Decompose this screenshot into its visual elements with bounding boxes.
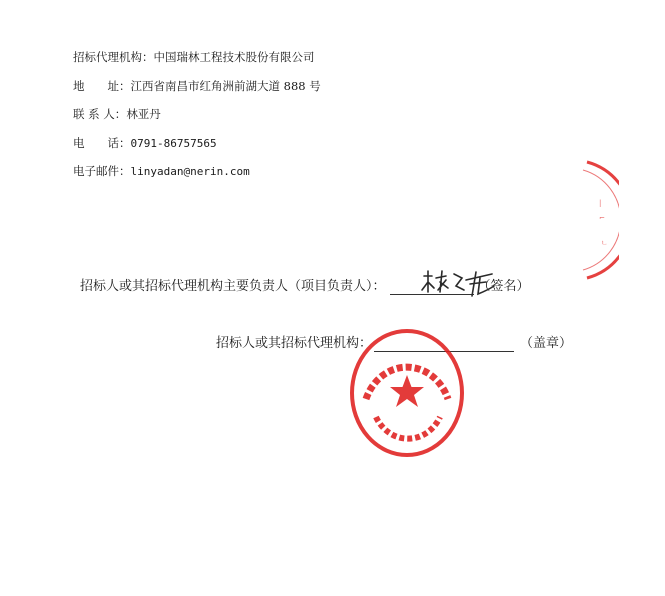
agency-value: 中国瑞林工程技术股份有限公司 [153,50,315,64]
email-label: 电子邮件： [73,164,131,178]
email-value: linyadan@nerin.com [130,165,250,178]
phone-value: 0791-86757565 [130,137,217,150]
official-seal-icon [348,325,466,459]
phone-row [73,136,217,151]
phone-label: 电 话： [73,136,131,150]
signature-icon [418,268,498,298]
svg-text:|: | [599,199,602,207]
email-row [73,164,250,179]
responsible-person-label: 招标人或其招标代理机构主要负责人（项目负责人）： [80,279,386,294]
address-row [73,79,321,93]
signature-suffix: （签名） [477,279,530,294]
contact-person-label: 联 系 人： [73,107,127,121]
agency-row [73,50,315,64]
address-value: 江西省南昌市红角洲前湖大道 888 号 [130,79,321,93]
contact-person-row [73,107,161,121]
svg-text:ㄴ: ㄴ [601,239,608,247]
agency-label: 招标代理机构： [73,50,154,64]
agency-seal-label: 招标人或其招标代理机构： [216,336,373,351]
address-label: 地 址： [73,79,131,93]
svg-text:⌐: ⌐ [599,214,605,222]
seal-suffix: （盖章） [520,336,573,351]
partial-seal-icon [579,160,619,280]
contact-person-value: 林亚丹 [126,107,161,121]
